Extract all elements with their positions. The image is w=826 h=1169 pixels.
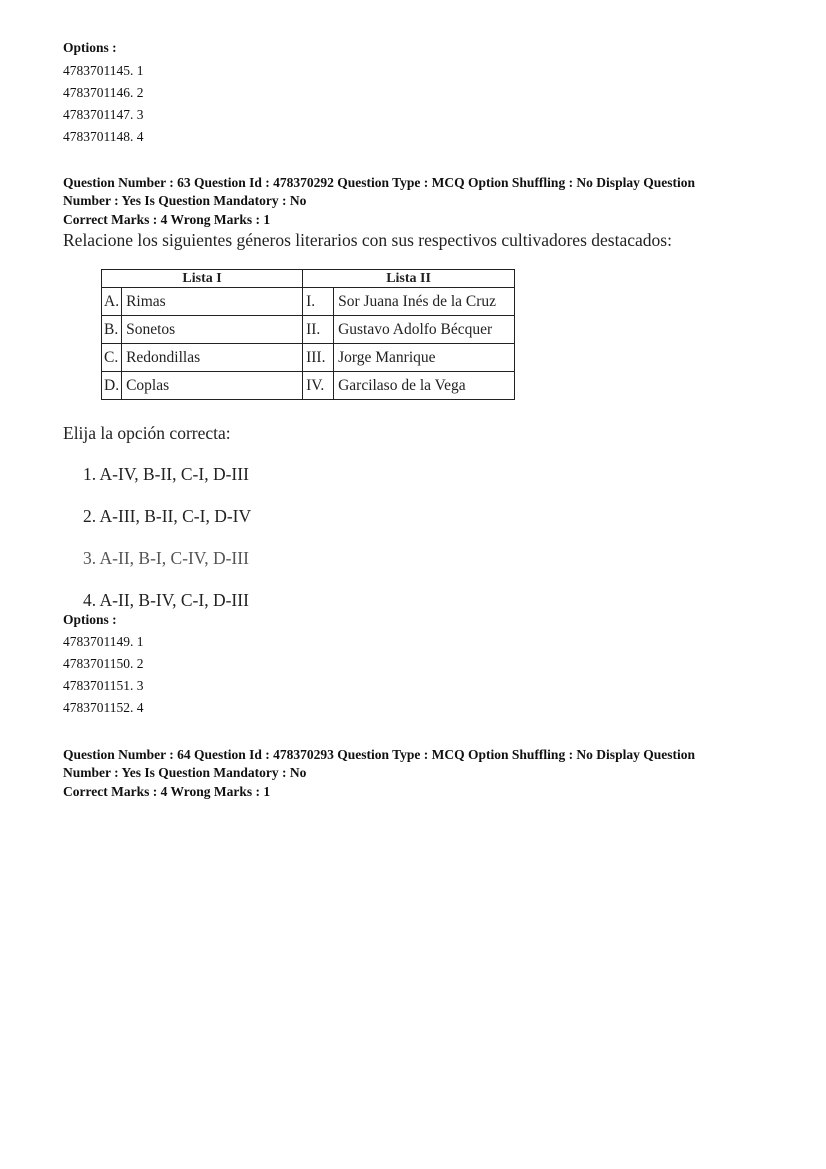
option-item: 4783701151. 3 <box>63 678 144 693</box>
match-table <box>101 269 515 400</box>
author-cell: Garcilaso de la Vega <box>334 372 515 400</box>
options-label: Options : <box>63 612 117 627</box>
option-item: 4783701145. 1 <box>63 63 144 78</box>
choice-item: 1. A-IV, B-II, C-I, D-III <box>83 464 249 484</box>
q64-marks: Correct Marks : 4 Wrong Marks : 1 <box>63 784 271 799</box>
lista-ii-header: Lista II <box>303 270 515 288</box>
author-cell: Jorge Manrique <box>334 344 515 372</box>
lista-i-header: Lista I <box>102 270 303 288</box>
option-item: 4783701152. 4 <box>63 700 144 715</box>
author-cell: Gustavo Adolfo Bécquer <box>334 316 515 344</box>
genre-cell: Redondillas <box>122 344 303 372</box>
option-item: 4783701149. 1 <box>63 634 144 649</box>
q63-header-line1: Question Number : 63 Question Id : 478370292 Question Type : MCQ Option Shuffling : No Display Question <box>63 175 695 190</box>
q63-choices <box>83 462 251 612</box>
genre-cell: Sonetos <box>122 316 303 344</box>
top-options-block <box>63 40 144 148</box>
q63-prompt: Relacione los siguientes géneros literarios con sus respectivos cultivadores destacados: <box>63 230 672 250</box>
row-key: IV. <box>303 372 334 400</box>
choice-item: 2. A-III, B-II, C-I, D-IV <box>83 506 252 526</box>
q63-instruction: Elija la opción correcta: <box>63 423 231 443</box>
q63-options-block <box>63 612 144 719</box>
q64-header-line2: Number : Yes Is Question Mandatory : No <box>63 764 307 780</box>
table-row <box>102 288 515 316</box>
row-key: I. <box>303 288 334 316</box>
q63-marks: Correct Marks : 4 Wrong Marks : 1 <box>63 212 271 227</box>
row-key: B. <box>102 316 122 344</box>
option-item: 4783701148. 4 <box>63 129 144 144</box>
row-key: A. <box>102 288 122 316</box>
options-label: Options : <box>63 40 117 55</box>
option-item: 4783701150. 2 <box>63 656 144 671</box>
choice-item: 3. A-II, B-I, C-IV, D-III <box>83 548 249 568</box>
table-header-row <box>102 270 515 288</box>
genre-cell: Coplas <box>122 372 303 400</box>
table-row <box>102 344 515 372</box>
row-key: II. <box>303 316 334 344</box>
q64-header-line1: Question Number : 64 Question Id : 478370293 Question Type : MCQ Option Shuffling : No Display Question <box>63 747 695 762</box>
row-key: D. <box>102 372 122 400</box>
author-cell: Sor Juana Inés de la Cruz <box>334 288 515 316</box>
row-key: C. <box>102 344 122 372</box>
q63-header-line2: Number : Yes Is Question Mandatory : No <box>63 192 307 208</box>
choice-item: 4. A-II, B-IV, C-I, D-III <box>83 590 249 610</box>
option-item: 4783701146. 2 <box>63 85 144 100</box>
q63-header <box>63 174 763 229</box>
table-row <box>102 372 515 400</box>
table-row <box>102 316 515 344</box>
genre-cell: Rimas <box>122 288 303 316</box>
option-item: 4783701147. 3 <box>63 107 144 122</box>
row-key: III. <box>303 344 334 372</box>
q64-header <box>63 746 763 801</box>
